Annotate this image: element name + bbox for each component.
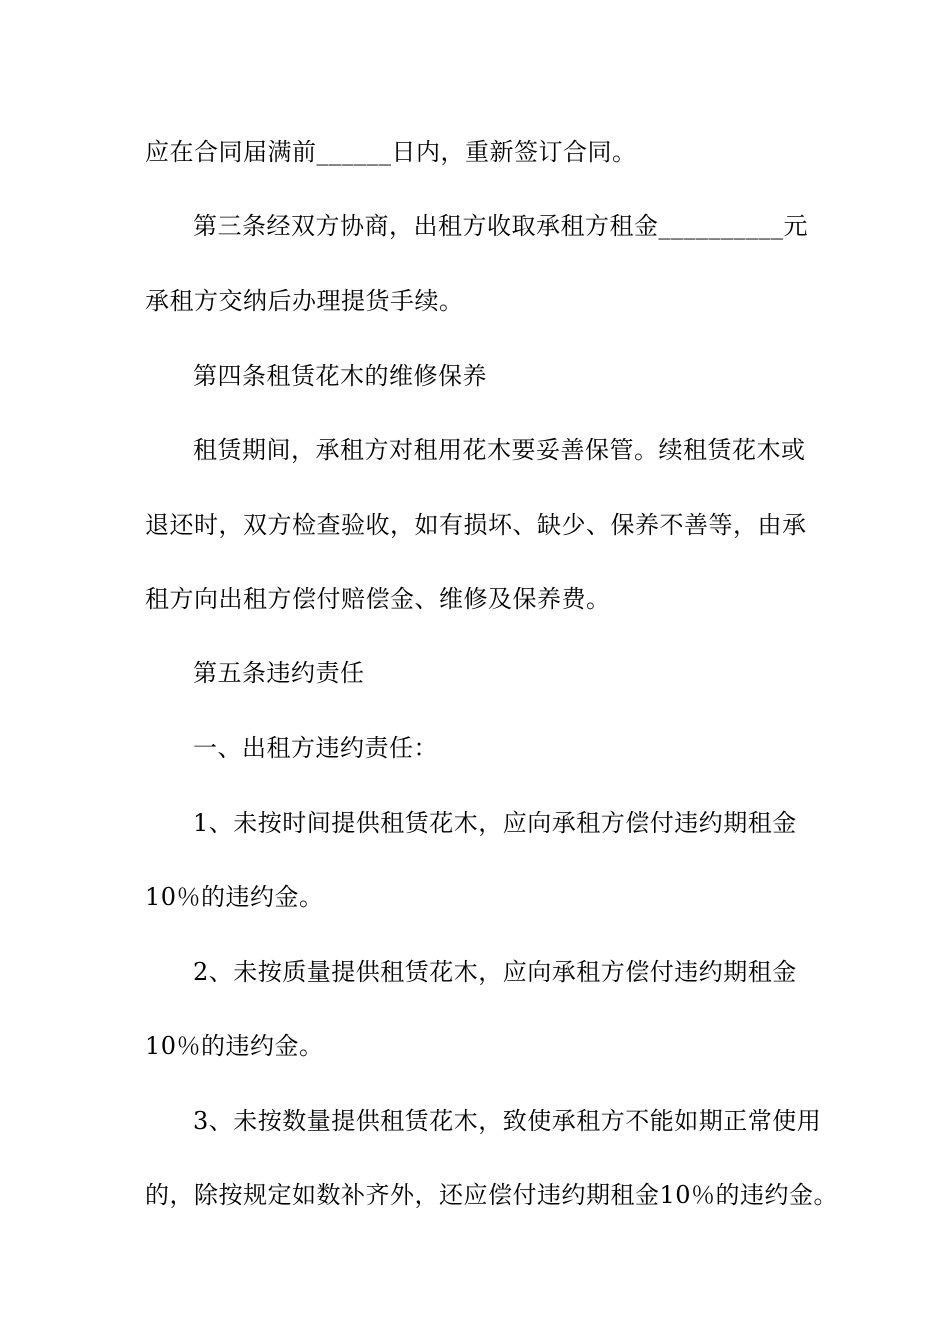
list-item-continuation: 的，除按规定如数补齐外，还应偿付违约期租金10％的违约金。 <box>145 1181 839 1209</box>
list-item-continuation: 10％的违约金。 <box>145 1032 324 1060</box>
list-item: 2、未按质量提供租赁花木，应向承租方偿付违约期租金 <box>193 958 797 986</box>
article-4-heading: 第四条租赁花木的维修保养 <box>193 362 487 390</box>
article-5-heading: 第五条违约责任 <box>193 659 365 687</box>
list-item: 1、未按时间提供租赁花木，应向承租方偿付违约期租金 <box>193 809 797 837</box>
paragraph-line: 退还时，双方检查验收，如有损坏、缺少、保养不善等，由承 <box>145 511 807 539</box>
list-item: 3、未按数量提供租赁花木，致使承租方不能如期正常使用 <box>193 1107 822 1135</box>
paragraph-line: 租方向出租方偿付赔偿金、维修及保养费。 <box>145 585 611 613</box>
list-item-continuation: 10％的违约金。 <box>145 883 324 911</box>
article-3-line: 第三条经双方协商，出租方收取承租方租金__________元 <box>193 212 808 240</box>
paragraph-line: 应在合同届满前______日内，重新签订合同。 <box>145 138 637 166</box>
paragraph-line: 租赁期间，承租方对租用花木要妥善保管。续租赁花木或 <box>193 436 806 464</box>
section-heading: 一、出租方违约责任： <box>193 734 438 762</box>
paragraph-line: 承租方交纳后办理提货手续。 <box>145 287 464 315</box>
